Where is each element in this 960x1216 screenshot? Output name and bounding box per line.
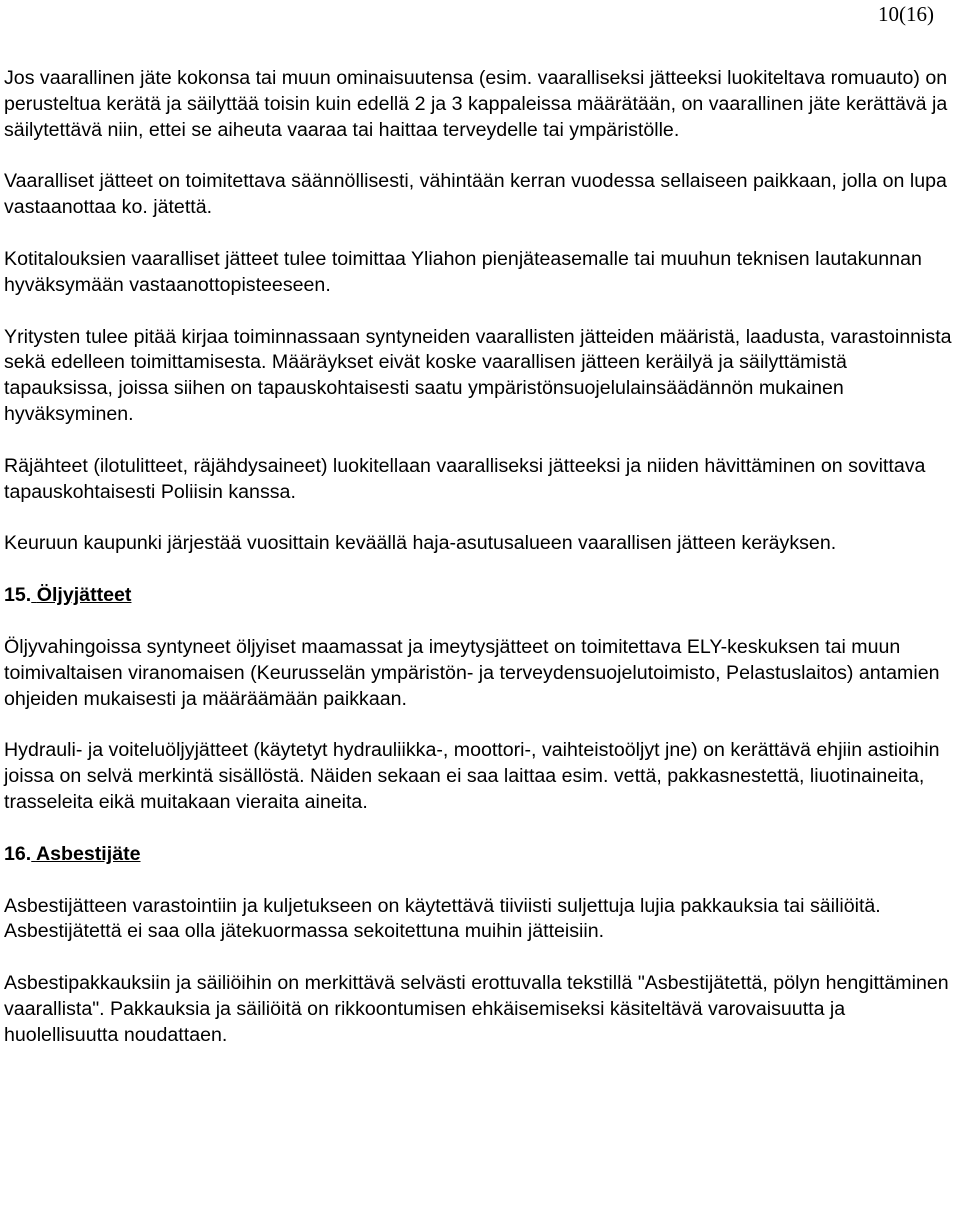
paragraph-hydraulic-oil: Hydrauli- ja voiteluöljyjätteet (käytetyt hydrauliikka-, moottori-, vaihteistoöljyt jne) on kerättävä ehjiin astioihin joissa on selvä merkintä sisällöstä. Näiden sekaan ei saa laittaa esim. vettä, pakkasnestettä, liuotinaineita, trasseleita eikä muitakaan vieraita aineita. xyxy=(4,739,940,813)
paragraph-delivery-frequency: Vaaralliset jätteet on toimitettava säännöllisesti, vähintään kerran vuodessa sellaiseen paikkaan, jolla on lupa vastaanottaa ko. jätettä. xyxy=(4,170,947,219)
paragraph-oil-spill-soil: Öljyvahingoissa syntyneet öljyiset maamassat ja imeytysjätteet on toimitettava ELY-keskuksen tai muun toimivaltaisen viranomaisen (Keurusselän ympäristön- ja terveydensuojelutoimisto, Pelastuslaitos) antamien ohjeiden mukaisesti ja määräämään paikkaan. xyxy=(4,635,940,710)
page-number: 10(16) xyxy=(878,2,934,26)
paragraph-asbestos-labelling: Asbestipakkauksiin ja säiliöihin on merkittävä selvästi erottuvalla tekstillä "Asbestijätettä, pölyn hengittäminen vaarallista". Pakkauksia ja säiliöitä on rikkoontumisen ehkäisemiseksi käsiteltävä varovaisuutta ja huolellisuutta noudattaen. xyxy=(4,972,949,1046)
section-number: 15. xyxy=(4,584,32,607)
document-body xyxy=(4,66,960,1075)
section-heading-asbestos-waste xyxy=(4,842,960,868)
section-number: 16. xyxy=(4,842,32,865)
paragraph-explosives: Räjähteet (ilotulitteet, räjähdysaineet) luokitellaan vaaralliseksi jätteeksi ja niiden hävittäminen on sovittava tapauskohtaisesti Poliisin kanssa. xyxy=(4,454,926,503)
paragraph-annual-collection: Keuruun kaupunki järjestää vuosittain keväällä haja-asutusalueen vaarallisen jätteen keräyksen. xyxy=(4,532,837,555)
paragraph-hazardous-waste-storage: Jos vaarallinen jäte kokonsa tai muun ominaisuutensa (esim. vaaralliseksi jätteeksi luokiteltava romuauto) on perusteltua kerätä ja säilyttää toisin kuin edellä 2 ja 3 kappaleissa määrätään, on vaarallinen jäte kerättävä ja säilytettävä niin, ettei se aiheuta vaaraa tai haittaa terveydelle tai ympäristölle. xyxy=(4,67,948,141)
paragraph-asbestos-packaging: Asbestijätteen varastointiin ja kuljetukseen on käytettävä tiiviisti suljettuja lujia pakkauksia tai säiliöitä. Asbestijätettä ei saa olla jätekuormassa sekoitettuna muihin jätteisiin. xyxy=(4,894,881,943)
section-title: Öljyjätteet xyxy=(36,584,132,607)
paragraph-household-hazardous-waste: Kotitalouksien vaaralliset jätteet tulee toimittaa Yliahon pienjäteasemalle tai muuhun teknisen lautakunnan hyväksymään vastaanottopisteeseen. xyxy=(4,247,922,296)
paragraph-business-records: Yritysten tulee pitää kirjaa toiminnassaan syntyneiden vaarallisten jätteiden määristä, laadusta, varastoinnista sekä edelleen toimittamisesta. Määräykset eivät koske vaarallisen jätteen keräilyä ja säilyttämistä tapauksissa, joissa siihen on tapauskohtaisesti saatu ympäristönsuojelulainsäädännön mukainen hyväksyminen. xyxy=(4,325,952,425)
section-heading-oil-waste xyxy=(4,583,960,609)
section-title: Asbestijäte xyxy=(35,842,141,865)
